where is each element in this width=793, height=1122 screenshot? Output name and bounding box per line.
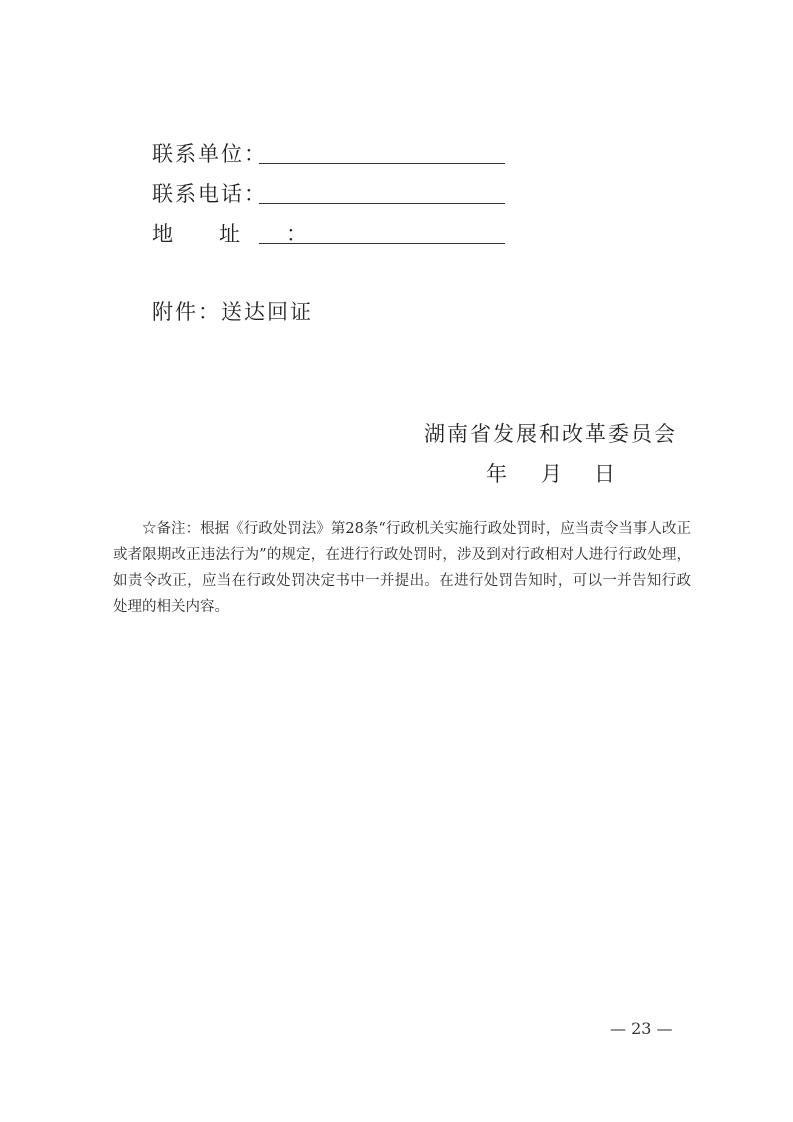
remark-note: ☆备注：根据《行政处罚法》第28条“行政机关实施行政处罚时，应当责令当事人改正或者限期改正违法行为”的规定，在进行行政处罚时，涉及到对行政相对人进行行政处理，如责令改正，应当在行政处罚决定书中一并提出。在进行处罚告知时，可以一并告知行政处理的相关内容。 (113, 521, 691, 615)
contact-phone-label: 联系电话： (152, 182, 267, 206)
contact-phone-field[interactable] (259, 203, 505, 204)
contact-unit-label: 联系单位： (152, 142, 267, 166)
attachment-line: 附件：送达回证 (152, 300, 313, 324)
contact-unit-row (152, 138, 505, 168)
contact-address-row (152, 218, 505, 248)
date-day: 日 (594, 462, 615, 486)
contact-phone-row (152, 178, 505, 208)
issuing-authority: 湖南省发展和改革委员会 (424, 422, 677, 446)
contact-address-field[interactable] (259, 243, 505, 244)
contact-unit-field[interactable] (259, 163, 505, 164)
date-year: 年 (486, 462, 507, 486)
date-month: 月 (541, 462, 562, 486)
page-number: — 23 — (610, 1019, 673, 1038)
contact-address-label: 地址： (152, 222, 353, 246)
